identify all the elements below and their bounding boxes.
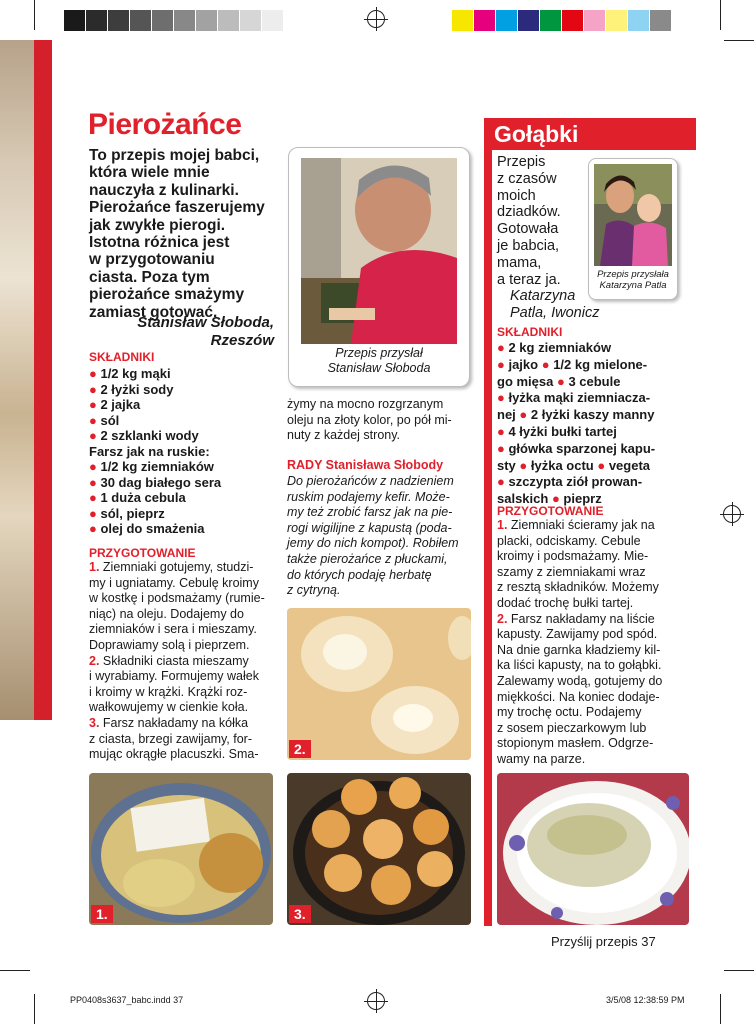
ingredients-section xyxy=(89,350,279,537)
list-item-text: 2 jajka xyxy=(100,397,141,412)
step-line xyxy=(497,690,697,706)
list-item-text: łyżka mąki ziemniacza- xyxy=(508,390,651,406)
recipe-title: Gołąbki xyxy=(494,121,579,147)
step-line xyxy=(89,560,273,576)
dough-photo xyxy=(287,608,471,760)
list-item-text: 1/2 kg ziemniaków xyxy=(100,459,214,474)
tips-text xyxy=(287,474,469,599)
step-text: Ziemniaki ścieramy jak na xyxy=(510,518,655,532)
recipe-intro xyxy=(497,154,587,288)
preparation-section xyxy=(89,546,273,763)
step-line xyxy=(497,627,697,643)
color-swatch xyxy=(496,10,518,31)
intro-line: Pierożańce faszerujemy xyxy=(89,199,265,217)
recipe-title: Pierożańce xyxy=(88,108,242,141)
photo-tag: 2. xyxy=(289,740,311,758)
crop-mark xyxy=(720,994,721,1024)
step-text: kapusty. Zawijamy pod spód. xyxy=(497,627,658,642)
intro-line: Gotowała xyxy=(497,221,559,238)
step-line: żymy na mocno rozgrzanym xyxy=(287,397,444,411)
step-text: Składniki ciasta mieszamy xyxy=(102,653,249,668)
step-line xyxy=(89,700,273,716)
color-swatch xyxy=(240,10,262,31)
preparation-heading: PRZYGOTOWANIE xyxy=(89,546,196,560)
recipe-intro xyxy=(89,147,279,321)
ingredient-line xyxy=(497,357,697,374)
list-item xyxy=(89,459,279,475)
list-item-text: vegeta xyxy=(608,457,651,473)
step-line xyxy=(89,747,273,763)
step-text: my trochę octu. Podajemy xyxy=(497,705,642,720)
preparation-steps xyxy=(89,560,273,763)
step-text: Doprawiamy solą i pieprzem. xyxy=(89,637,250,652)
color-swatch xyxy=(130,10,152,31)
author-line: Rzeszów xyxy=(210,332,274,349)
bullet-icon: ● xyxy=(551,491,564,507)
step-line xyxy=(497,736,697,752)
intro-line: ciasta. Poza tym xyxy=(89,268,210,286)
list-item-text: główka sparzonej kapu- xyxy=(508,440,656,456)
intro-line: pierożańce smażymy xyxy=(89,286,245,304)
color-swatch xyxy=(474,10,496,31)
color-swatch xyxy=(108,10,130,31)
caption-line: Przepis przysłał xyxy=(335,346,423,360)
step-text: Farsz nakładamy na kółka xyxy=(102,715,249,730)
step-text: wamy na parze. xyxy=(497,751,586,766)
color-swatch xyxy=(606,10,628,31)
step-line xyxy=(89,576,273,592)
crop-mark xyxy=(0,970,30,971)
right-title-band xyxy=(484,118,696,150)
step-line xyxy=(497,752,697,768)
list-item-text: sól, pieprz xyxy=(100,505,165,521)
step-text: w kostkę i podsmażamy (rumie- xyxy=(89,591,265,606)
filling-list xyxy=(89,459,279,537)
list-item-text: salskich xyxy=(497,491,552,507)
ingredients-list xyxy=(89,366,279,444)
bullet-icon: ● xyxy=(497,340,509,355)
bullet-icon: ● xyxy=(541,356,554,372)
step-line xyxy=(497,534,697,550)
intro-line: je babcia, xyxy=(497,237,560,254)
caption-line: Katarzyna Patla xyxy=(599,280,667,291)
step-line xyxy=(497,658,697,674)
bullet-icon: ● xyxy=(89,412,101,428)
cabbage-rolls-image xyxy=(497,773,689,925)
bullet-icon: ● xyxy=(556,373,569,389)
intro-line: Przepis xyxy=(497,154,546,170)
bullet-icon: ● xyxy=(497,356,509,372)
tip-line: także pierożańce z płuckami, xyxy=(287,551,448,566)
intro-line: nauczyła z kulinarki. xyxy=(89,181,239,199)
color-swatch xyxy=(196,10,218,31)
step-line xyxy=(497,565,697,581)
bullet-icon: ● xyxy=(89,428,101,443)
tip-line: z cytryną. xyxy=(287,583,341,598)
intro-line: która wiele mnie xyxy=(89,164,210,182)
list-item-text: olej do smażenia xyxy=(100,521,205,536)
portrait-card xyxy=(288,147,470,387)
list-item xyxy=(89,382,279,398)
crop-mark xyxy=(724,970,754,971)
file-info: PP0408s3637_babc.indd 37 xyxy=(70,995,184,1005)
caption-line: Przepis przysłała xyxy=(597,269,669,280)
gray-swatch-strip xyxy=(64,10,284,31)
color-swatch xyxy=(562,10,584,31)
bullet-icon: ● xyxy=(497,440,509,456)
list-item-text: 30 dag białego sera xyxy=(100,474,222,490)
family-photo xyxy=(594,164,672,266)
intro-line: jak zwykłe pierogi. xyxy=(89,216,226,234)
step-text: niąc) na oleju. Dodajemy do xyxy=(89,606,244,621)
ingredient-line xyxy=(497,441,697,458)
filling-image xyxy=(89,773,273,925)
step-text: Na dnie garnka kładziemy kil- xyxy=(497,642,661,657)
ingredient-line xyxy=(497,474,697,491)
preparation-steps xyxy=(497,518,697,768)
list-item-text: 1/2 kg mąki xyxy=(100,366,171,381)
step-line xyxy=(497,580,697,596)
bullet-icon: ● xyxy=(89,397,101,412)
crop-mark xyxy=(34,994,35,1024)
step-line xyxy=(89,732,273,748)
registration-mark-icon xyxy=(367,992,385,1010)
color-swatch xyxy=(152,10,174,31)
frying-image xyxy=(287,773,471,925)
color-swatch-strip xyxy=(452,10,672,31)
filling-photo xyxy=(89,773,273,925)
intro-line: To przepis mojej babci, xyxy=(89,147,260,164)
ingredients-heading: SKŁADNIKI xyxy=(89,350,155,364)
step-line xyxy=(89,669,273,685)
intro-line: Istotna różnica jest xyxy=(89,234,230,252)
list-item-text: sty xyxy=(497,457,520,473)
step-text: miękkości. Na koniec dodaje- xyxy=(497,689,660,704)
color-swatch xyxy=(452,10,474,31)
color-swatch xyxy=(86,10,108,31)
bullet-icon: ● xyxy=(89,505,101,521)
list-item-text: szczypta ziół prowan- xyxy=(508,474,643,490)
preparation-heading: PRZYGOTOWANIE xyxy=(497,504,604,518)
step-line xyxy=(89,638,273,654)
tip-line: rogi wigilijne z kapustą (poda- xyxy=(287,520,452,535)
step-text: szamy z ziemniakami wraz xyxy=(497,564,646,579)
preparation-continued xyxy=(287,397,469,444)
bullet-icon: ● xyxy=(497,423,509,439)
step-text: z ciasta, brzegi zawijamy, for- xyxy=(89,731,253,746)
bullet-icon: ● xyxy=(89,490,101,505)
step-text: ziemniaków i sera i mieszamy. xyxy=(89,622,257,637)
ingredients-list xyxy=(497,340,697,508)
color-swatch xyxy=(218,10,240,31)
list-item xyxy=(89,428,279,444)
family-photo-card xyxy=(588,158,678,300)
bullet-icon: ● xyxy=(89,521,101,536)
ingredient-line xyxy=(497,458,697,475)
step-line xyxy=(497,612,697,628)
step-line xyxy=(89,716,273,732)
list-item-text: 4 łyżki bułki tartej xyxy=(508,423,617,439)
tips-heading: RADY Stanisława Słobody xyxy=(287,458,444,472)
ingredient-line xyxy=(497,374,697,391)
author-line: Stanisław Słoboda, xyxy=(137,314,274,331)
list-item-text: 3 cebule xyxy=(568,373,621,389)
tip-line: jemy do nich kompot). Robiłem xyxy=(287,536,459,551)
ingredient-line xyxy=(497,390,697,407)
registration-mark-icon xyxy=(723,505,741,523)
filling-heading: Farsz jak na ruskie: xyxy=(89,443,210,459)
bullet-icon: ● xyxy=(89,366,101,381)
step-number: 2. xyxy=(497,611,511,626)
intro-line: mama, xyxy=(497,254,542,271)
step-text: Ziemniaki gotujemy, studzi- xyxy=(102,560,254,574)
cabbage-rolls-photo xyxy=(497,773,689,925)
step-text: kroimy i podsmażamy. Mie- xyxy=(497,549,649,564)
list-item-text: łyżka octu xyxy=(530,457,598,473)
author-line: Katarzyna xyxy=(510,288,576,304)
tip-line: Do pierożańców z nadzieniem xyxy=(287,474,454,488)
step-line xyxy=(89,607,273,623)
step-text: ka liści kapusty, na to gołąbki. xyxy=(497,658,662,673)
ingredient-line xyxy=(497,407,697,424)
frying-photo xyxy=(287,773,471,925)
dough-image xyxy=(287,608,471,760)
step-line xyxy=(497,705,697,721)
step-number: 1. xyxy=(89,560,103,574)
step-text: z sosem pieczarkowym lub xyxy=(497,720,647,735)
color-swatch xyxy=(518,10,540,31)
step-number: 2. xyxy=(89,653,103,668)
color-swatch xyxy=(584,10,606,31)
list-item-text: 1/2 kg mielone- xyxy=(553,356,648,372)
step-line xyxy=(497,674,697,690)
step-line xyxy=(497,721,697,737)
step-text: i wyrabiamy. Formujemy wałek xyxy=(89,669,259,684)
family-photo-caption xyxy=(589,269,677,291)
step-line xyxy=(497,643,697,659)
step-line: oleju na złoty kolor, po pół mi- xyxy=(287,412,452,427)
right-column-bar xyxy=(484,118,492,926)
bullet-icon: ● xyxy=(497,474,509,490)
list-item-text: 1 duża cebula xyxy=(100,490,186,505)
intro-line: a teraz ja. xyxy=(497,271,561,288)
step-line xyxy=(89,622,273,638)
bullet-icon: ● xyxy=(89,474,101,490)
intro-line: z czasów xyxy=(497,170,557,187)
color-swatch xyxy=(628,10,650,31)
food-photo-strip xyxy=(0,40,52,720)
ingredients-heading: SKŁADNIKI xyxy=(497,325,563,339)
bullet-icon: ● xyxy=(89,459,101,474)
intro-line: zamiast gotować. xyxy=(89,303,218,321)
step-text: Farsz nakładamy na liście xyxy=(510,611,655,626)
tip-line: ruskim podajemy kefir. Może- xyxy=(287,489,450,504)
intro-line: moich xyxy=(497,187,536,204)
photo-tag: 1. xyxy=(91,905,113,923)
bullet-icon: ● xyxy=(497,390,509,406)
step-text: stopionym masłem. Odgrze- xyxy=(497,736,654,751)
list-item xyxy=(89,475,279,491)
step-line xyxy=(497,596,697,612)
list-item xyxy=(89,506,279,522)
step-text: placki, odciskamy. Cebule xyxy=(497,533,641,548)
intro-line: w przygotowaniu xyxy=(89,251,215,269)
step-text: dodać trochę bułki tartej. xyxy=(497,595,634,610)
color-swatch xyxy=(262,10,284,31)
step-line xyxy=(497,518,697,534)
list-item xyxy=(89,490,279,506)
bullet-icon: ● xyxy=(89,381,101,397)
bullet-icon: ● xyxy=(519,457,531,473)
list-item-text: 2 szklanki wody xyxy=(100,428,199,443)
list-item xyxy=(89,521,279,537)
list-item xyxy=(89,366,279,382)
list-item-text: nej xyxy=(497,407,520,423)
portrait-photo xyxy=(301,158,457,344)
list-item-text: go mięsa xyxy=(497,373,557,389)
color-swatch xyxy=(540,10,562,31)
recipe-author xyxy=(89,314,274,350)
step-text: mując okrągłe placuszki. Sma- xyxy=(89,747,259,762)
author-line: Patla, Iwonicz xyxy=(510,304,600,321)
step-line xyxy=(497,549,697,565)
bullet-icon: ● xyxy=(519,407,531,423)
list-item xyxy=(89,413,279,429)
color-swatch xyxy=(174,10,196,31)
step-text: Zalewamy wodą, gotujemy do xyxy=(497,673,663,688)
ingredient-line xyxy=(497,424,697,441)
step-text: z resztą składników. Możemy xyxy=(497,580,659,595)
step-line xyxy=(89,591,273,607)
ingredients-section xyxy=(497,325,697,508)
ingredient-line xyxy=(497,340,697,357)
list-item-text: 2 łyżki kaszy manny xyxy=(530,407,655,423)
list-item-text: 2 kg ziemniaków xyxy=(508,340,612,355)
step-line xyxy=(89,685,273,701)
step-line: nuty z każdej strony. xyxy=(287,428,401,443)
list-item-text: 2 łyżki sody xyxy=(100,381,174,397)
step-text: wałkowujemy w cienkie koła. xyxy=(89,700,249,715)
tip-line: do których podaję herbatę xyxy=(287,567,432,582)
portrait-caption xyxy=(289,346,469,376)
caption-line: Stanisław Słoboda xyxy=(327,361,431,375)
tip-line: my też zrobić farsz jak na pie- xyxy=(287,505,453,520)
step-text: my i ugniatamy. Cebulę kroimy xyxy=(89,575,259,590)
step-number: 3. xyxy=(89,715,103,730)
intro-line: dziadków. xyxy=(497,204,561,221)
crop-mark xyxy=(34,0,35,30)
list-item xyxy=(89,397,279,413)
page-footer: Przyślij przepis 37 xyxy=(551,934,656,949)
list-item-text: sól xyxy=(100,412,120,428)
list-item-text: jajko xyxy=(508,356,542,372)
step-number: 1. xyxy=(497,518,511,532)
step-line xyxy=(89,654,273,670)
list-item-text: pieprz xyxy=(563,491,602,507)
preparation-section xyxy=(497,504,697,768)
crop-mark xyxy=(720,0,721,30)
color-swatch xyxy=(650,10,672,31)
date-info: 3/5/08 12:38:59 PM xyxy=(606,995,685,1005)
registration-mark-icon xyxy=(367,10,385,28)
color-swatch xyxy=(64,10,86,31)
step-text: i kroimy w krążki. Krążki roz- xyxy=(89,684,248,699)
photo-tag: 3. xyxy=(289,905,311,923)
bullet-icon: ● xyxy=(597,457,609,473)
crop-mark xyxy=(724,40,754,41)
